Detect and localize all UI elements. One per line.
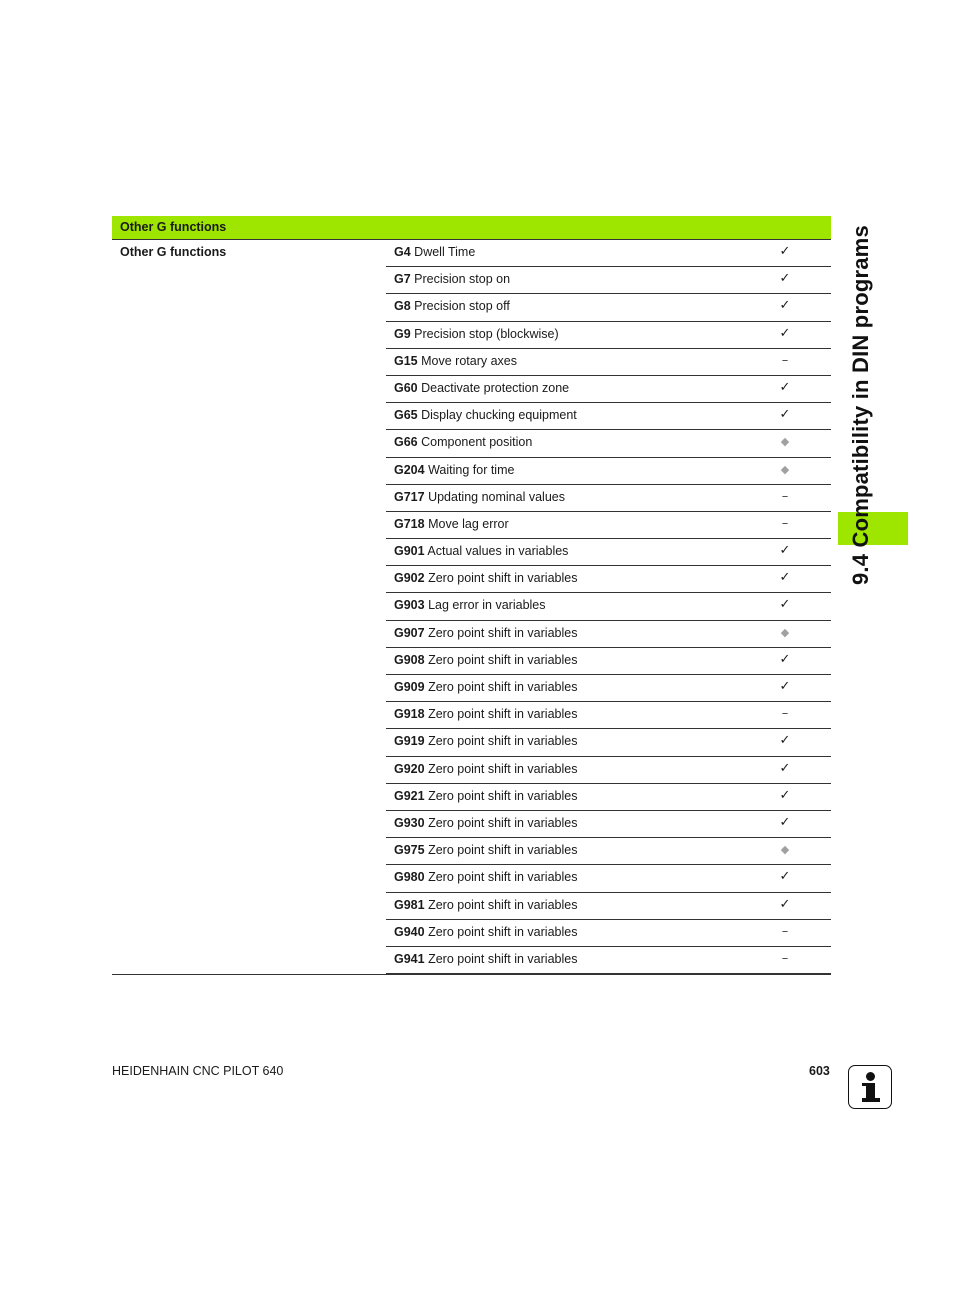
function-description: Display chucking equipment	[421, 408, 577, 423]
function-cell	[394, 245, 475, 259]
function-code: G717	[394, 489, 425, 504]
function-description: Dwell Time	[414, 245, 476, 259]
function-code: G975	[394, 843, 425, 858]
function-cell	[394, 598, 546, 612]
function-description: Zero point shift in variables	[428, 815, 578, 830]
function-description: Zero point shift in variables	[428, 652, 578, 667]
function-description: Updating nominal values	[428, 489, 565, 504]
check-icon: ✓	[779, 814, 791, 830]
chapter-title: 9.4 Compatibility in DIN programs	[848, 225, 873, 585]
function-cell	[394, 789, 577, 803]
function-cell	[394, 653, 577, 667]
table-row	[386, 485, 831, 512]
function-cell	[394, 734, 577, 748]
function-cell	[394, 571, 577, 585]
function-cell	[394, 707, 577, 721]
check-icon: ✓	[779, 733, 791, 749]
table-row	[386, 458, 831, 485]
function-description: Zero point shift in variables	[428, 788, 578, 803]
function-code: G718	[394, 516, 425, 531]
function-cell	[394, 463, 514, 477]
function-cell	[394, 299, 510, 313]
function-cell	[394, 762, 577, 776]
function-description: Waiting for time	[428, 462, 515, 477]
function-cell	[394, 843, 577, 857]
dash-icon: –	[781, 923, 789, 939]
function-description: Deactivate protection zone	[421, 380, 570, 395]
table-row	[386, 920, 831, 947]
table-row	[386, 593, 831, 620]
function-description: Actual values in variables	[427, 544, 569, 559]
function-code: G7	[394, 272, 411, 287]
function-cell	[394, 925, 577, 939]
function-cell	[394, 952, 577, 966]
table-header	[112, 216, 831, 240]
check-icon: ✓	[779, 896, 791, 912]
function-cell	[394, 626, 577, 640]
function-code: G903	[394, 598, 425, 613]
function-code: G918	[394, 707, 425, 722]
table-row	[386, 947, 831, 974]
function-cell	[394, 898, 577, 912]
table-row	[386, 512, 831, 539]
function-code: G920	[394, 761, 425, 776]
function-cell	[394, 490, 565, 504]
function-code: G980	[394, 870, 425, 885]
table-row	[386, 893, 831, 920]
table-row	[386, 240, 831, 267]
dash-icon: –	[781, 515, 789, 531]
table-row	[386, 566, 831, 593]
table-row	[386, 648, 831, 675]
check-icon: ✓	[779, 679, 791, 694]
function-code: G902	[394, 571, 425, 586]
check-icon: ✓	[779, 760, 791, 776]
function-code: G907	[394, 625, 425, 640]
function-cell	[394, 544, 568, 558]
function-description: Move rotary axes	[421, 353, 517, 368]
table-bottom-rule	[112, 974, 831, 975]
function-cell	[394, 816, 577, 830]
check-icon: ✓	[779, 787, 791, 803]
dash-icon: –	[781, 488, 789, 504]
function-description: Precision stop off	[414, 299, 510, 314]
function-description: Zero point shift in variables	[428, 680, 578, 694]
diamond-icon: ◆	[780, 435, 790, 449]
function-code: G909	[394, 680, 425, 694]
function-description: Precision stop (blockwise)	[414, 326, 559, 341]
function-code: G204	[394, 462, 425, 477]
function-table	[386, 240, 831, 974]
function-code: G940	[394, 924, 425, 939]
dash-icon: –	[781, 352, 789, 368]
dash-icon: –	[781, 950, 789, 966]
page-number: 603	[809, 1064, 830, 1078]
function-description: Move lag error	[428, 516, 509, 531]
function-code: G901	[394, 544, 425, 559]
function-description: Zero point shift in variables	[428, 924, 578, 939]
table-row	[386, 349, 831, 376]
function-description: Zero point shift in variables	[428, 761, 578, 776]
function-code: G908	[394, 652, 425, 667]
function-description: Lag error in variables	[428, 598, 546, 613]
table-row	[386, 267, 831, 294]
function-description: Zero point shift in variables	[428, 734, 578, 749]
check-icon: ✓	[779, 597, 791, 613]
check-icon: ✓	[779, 379, 791, 395]
table-row	[386, 757, 831, 784]
function-description: Precision stop on	[414, 272, 511, 287]
table-row	[386, 784, 831, 811]
check-icon: ✓	[779, 325, 791, 341]
table-row	[386, 322, 831, 349]
function-code: G8	[394, 299, 411, 314]
group-label: Other G functions	[120, 245, 227, 259]
table-row	[386, 729, 831, 756]
function-code: G919	[394, 734, 425, 749]
function-cell	[394, 680, 577, 694]
table-row	[386, 621, 831, 648]
table-row	[386, 403, 831, 430]
function-code: G4	[394, 245, 411, 259]
table-row	[386, 811, 831, 838]
function-code: G66	[394, 435, 418, 450]
function-description: Zero point shift in variables	[428, 843, 578, 858]
function-description: Zero point shift in variables	[428, 707, 578, 722]
check-icon: ✓	[779, 651, 791, 667]
table-row	[386, 702, 831, 729]
function-code: G9	[394, 326, 411, 341]
table-row	[386, 865, 831, 892]
function-code: G930	[394, 815, 425, 830]
function-description: Zero point shift in variables	[428, 897, 578, 912]
table-row	[386, 838, 831, 865]
table-row	[386, 675, 831, 702]
function-cell	[394, 408, 577, 422]
check-icon: ✓	[779, 570, 791, 586]
function-cell	[394, 435, 532, 449]
function-cell	[394, 327, 559, 341]
check-icon: ✓	[779, 869, 791, 885]
table-row	[386, 376, 831, 403]
function-code: G65	[394, 408, 418, 423]
function-code: G941	[394, 951, 425, 966]
footer-product: HEIDENHAIN CNC PILOT 640	[112, 1064, 284, 1078]
check-icon: ✓	[779, 244, 791, 259]
function-description: Zero point shift in variables	[428, 625, 578, 640]
function-cell	[394, 870, 577, 884]
table-row	[386, 430, 831, 457]
diamond-icon: ◆	[780, 462, 790, 476]
function-cell	[394, 517, 509, 531]
function-cell	[394, 381, 569, 395]
check-icon: ✓	[779, 271, 791, 287]
function-description: Component position	[421, 435, 533, 450]
check-icon: ✓	[779, 407, 791, 423]
dash-icon: –	[781, 706, 789, 722]
check-icon: ✓	[779, 298, 791, 314]
function-code: G60	[394, 380, 418, 395]
check-icon: ✓	[779, 543, 791, 559]
diamond-icon: ◆	[780, 843, 790, 857]
function-cell	[394, 272, 510, 286]
function-code: G981	[394, 897, 425, 912]
function-description: Zero point shift in variables	[428, 870, 578, 885]
function-code: G921	[394, 788, 425, 803]
table-header-title: Other G functions	[120, 220, 227, 234]
function-description: Zero point shift in variables	[428, 951, 578, 966]
diamond-icon: ◆	[780, 625, 790, 639]
function-code: G15	[394, 353, 418, 368]
table-row	[386, 539, 831, 566]
info-icon	[848, 1065, 892, 1109]
function-cell	[394, 354, 517, 368]
table-row	[386, 294, 831, 321]
function-description: Zero point shift in variables	[428, 571, 578, 586]
